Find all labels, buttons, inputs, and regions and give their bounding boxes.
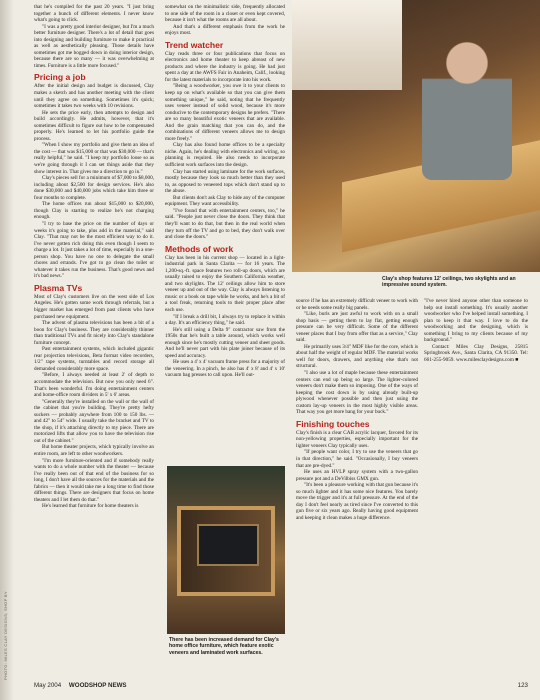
section-heading: Finishing touches [296, 418, 370, 429]
page-number: 123 [517, 682, 528, 689]
shop-window [292, 0, 402, 90]
paragraph: Most of Clay's customers live on the west side of Los Angeles. He's gotten some work through referrals, but a bigger market has emerged from past clients who have purchased new equipment. [34, 293, 154, 320]
paragraph: "I've never hired anyone other than someone to help out install something. It's usually another woodworker who I've helped install something. I plan to keep it that way. I love to do the woodworking and the designing, which is something I bring to my clients because of my background." [424, 298, 528, 344]
monitor [197, 524, 259, 566]
paragraph: After the initial design and budget is discussed, Clay makes a sketch and has another meeting with the client until they agree on something. Sometimes it's quick; sometimes it takes two weeks with 10 revisions. [34, 83, 154, 110]
paragraph: Clay has also found home offices to be a specialty niche. Again, he's dealing with electronics and wiring, so planning is required. He also needs to incorporate sufficient work surfaces into the design. [165, 142, 285, 169]
paragraph: The home offices run about $15,000 to $20,000, though Clay is starting to realize he's not charging enough. [34, 201, 154, 221]
section-heading: Trend watcher [165, 39, 224, 50]
paragraph: Clay reads three or four publications that focus on electronics and home theater to keep abreast of new products and where the industry is going. He had just spent a day at the AWFS Fair in Anaheim, Calif., looking for the latest materials to incorporate into his work. [165, 50, 285, 83]
home-office-photo [167, 466, 285, 634]
paragraph: He primarily uses 3/4" MDF like for the core, which is about half the weight of regular MDF. The material works well for doors, drawers, and anything else that's not structural. [296, 343, 418, 370]
woodworker-figure [422, 30, 512, 180]
paragraph: "I'm more furniture-oriented and if somebody really wants to do a whole number with the theater — because I've really been out of that end of the business for so long, I don't have all the sources for the materials and the fabrics — then it would take me a long time to find those different things. There are designers that focus on home theaters and I let them do that." [34, 457, 154, 503]
paragraph: Clay has been in his current shop — located in a light-industrial park in Santa Clarita — for 16 years. The 1,200-sq.-ft. space features two roll-up doors, which are usually raised to enjoy the Southern California weather, and two skylights. The 12' ceilings allow him to store veneer up and out of the way. Clay is always listening to music or a book on tape while he works, and he's a bit of a tool freak, returning tools to their proper place after each use. [165, 254, 285, 313]
paragraph: He sets the price early, then attempts to design and build accordingly. He admits, however, that it's sometimes difficult to figure out how to be compensated properly. He's learned to let his portfolio guide the process. [34, 109, 154, 142]
paragraph: He's learned that furniture for home theaters is [42, 503, 139, 510]
contact-paragraph: Contact: Miles Clay Designs, 25815 Springbrook Ave., Santa Clarita, CA 91350. Tel: 661-255-9059. www.milesclaydesigns.com ■ [424, 343, 528, 363]
paragraph: Clay has started using laminate for the work surfaces, mostly because they look so much better than they used to, as opposed to veneered tops which don't stand up to the abuse. [165, 168, 285, 195]
page-footer [34, 682, 528, 692]
paragraph: "I've found that with entertainment centers, too," he said. "People just never close the doors. They think that they'll want to do that, but then in the real world when they turn off the TV and go to bed, they don't walk over and close the doors." [165, 207, 285, 241]
paragraph: "If people want color, I try to use the veneers that go in that direction," he said. "Occasionally, I buy veneers that are pre-dyed." [296, 449, 418, 469]
paragraph: He uses a 4' x 4' vacuum frame press for a majority of the veneering. In a pinch, he also has 4' x 8' and 4' x 10' vacuum bag presses to call upon. He'll out- [165, 359, 285, 379]
paragraph: "I was a pretty good interior designer, but I'm a much better furniture designer. There's a lot of detail that goes into designing and building furniture to make it practical as well as aesthetically pleasing. Those details have sometimes got me bogged down in doing interior design, because there are so many — it was overwhelming at times. Furniture is a little more focused." [34, 23, 154, 69]
paragraph: But home theater projects, which typically involve an entire room, are left to other woodworkers. [34, 444, 154, 457]
paragraph: But clients don't ask Clay to hide any of the computer equipment. They want accessibility. [165, 194, 285, 208]
paragraph: "It's been a pleasure working with that gun because it's so much lighter and it has some nice features. You barely move the trigger and it's at full pressure. At the end of the day I don't feel nearly as tired since I've converted to this gun five or six years ago. Really having good equipment and keeping it clean makes a huge difference. [296, 482, 418, 521]
section-heading: Pricing a job [34, 72, 86, 83]
paragraph: "When I show my portfolio and give them an idea of the cost — that was $15,000 or that was $30,000 — that's really helpful," he said. "I keep my portfolio loose so as we're going through it I can set things aside that they show interest in. That gives me a direction to go in." [34, 142, 154, 175]
paragraph: "I try to base the price on the number of days or weeks it's going to take, plus add in the material," said Clay. "That may not be the most efficient way to do it. I've never gotten rich doing this even though I seem to charge a lot. It just takes a lot of time, especially in a one-person shop. You have no one to delegate the small chores and errands. I've got to go clean the toilet or whatever it takes run the business. That's good news and it's bad news." [34, 220, 154, 280]
section-heading: Methods of work [165, 243, 234, 254]
paragraph: that he's compiled for the past 20 years. "I just bring together a bunch of different elements. I never know what's going to click. [34, 4, 154, 24]
paragraph: somewhat on the minimalistic side, frequently allocated to one side of the room in a closet or even kept covered, because it isn't what the rooms are all about. [165, 4, 285, 24]
paragraph: source if he has an extremely difficult veneer to work with or he needs some really big panels. [296, 298, 418, 311]
paragraph: Past entertainment systems, which included gigantic rear projection televisions, Beta format video recorders, 1/2" tape systems, turntables and record storage all demanded considerably more space. [34, 346, 154, 372]
footer-left [34, 682, 127, 689]
shop-photo [292, 0, 540, 272]
article-column-1 [34, 4, 154, 670]
paragraph: "Before, I always needed at least 2' of depth to accommodate the television. But now you only need 6". That's been wonderful. I'm doing entertainment centers and home-office room dividers in 5' x 6' areas. [34, 372, 154, 399]
issue-date: May 2004 [34, 682, 62, 689]
paragraph: And that's a different emphasis from the work he enjoys most. [165, 23, 285, 37]
paragraph: He's still using a Delta 9" contractor saw from the 1950s that he's built a table around, which works well enough since he's mostly cutting veneer and sheet goods. And he'll never part with his plate joiner because of its speed and accuracy. [165, 326, 285, 359]
paragraph: "If I break a drill bit, I always try to replace it within a day. It's an efficiency thing," he said. [165, 313, 285, 327]
article-column-4 [424, 298, 528, 674]
paragraph: "Like, burls are just awful to work with on a small shop basis — getting them to lay flat, getting enough pressure can be very difficult. Some of the different veneer places that I buy from offer that as a service," Clay said. [296, 311, 418, 344]
paragraph: Clay's finish is a clear CAB acrylic lacquer, favored for its non-yellowing properties, especially important for the lighter veneers Clay typically uses. [296, 429, 418, 449]
office-photo-caption: There has been increased demand for Clay's home office furniture, which feature exotic veneers and laminated work surfaces. [169, 637, 279, 656]
shop-photo-caption: Clay's shop features 12' ceilings, two skylights and an impressive sound system. [382, 276, 516, 289]
paragraph: The advent of plasma televisions has been a bit of a boon for Clay's business. They are considerably thinner than traditional TVs and fit nicely into Clay's standalone furniture concept. [34, 320, 154, 346]
article-column-2 [165, 4, 285, 462]
publication-name: WOODSHOP NEWS [68, 682, 127, 689]
paragraph: "Generally they're installed on the wall or the wall of the cabinet that you're building. They're pretty hefty suckers — probably anywhere from 100 to 150 lbs. — and 42" to 54" wide. I usually take the bracket and TV to the shop, if it's attaching directly to my piece. There are motorized lifts that allow you to have the television rise out of the cabinet." [34, 398, 154, 444]
article-column-3 [296, 298, 418, 674]
paragraph: He uses an HVLP spray system with a two-gallon pressure pot and a DeVilbiss GMX gun. [296, 469, 418, 482]
paragraph: "I also use a lot of maple because these entertainment centers can end up being so large. The lighter-colored veneers don't make them so imposing. One of the ways of keeping the cost down is by using already built-up plywood whenever possible and then just using the custom lay-up veneers in the most highly visible areas. That way you get more bang for your buck." [296, 370, 418, 416]
paragraph: "Being a woodworker, you owe it to your clients to keep up on what's available so that you can give them something unique," he said, noting that he frequently uses veneer instead of solid wood, because it's more conducive to the contemporary designs he prefers. "There are so many beautiful exotic veneers that are available. And the grain matching that you can do, and the combinations of different veneers allows me to design more freely." [165, 83, 285, 142]
photo-credit: PHOTO: MILES CLAY DESIGNS; SHOP BY [3, 591, 8, 680]
paragraph: Clay's pieces sell for a minimum of $7,000 to $8,000, including about $2,500 for design services. He's also done $30,000 and $40,000 jobs which take him three or four months to complete. [34, 175, 154, 201]
section-heading: Plasma TVs [34, 282, 83, 293]
